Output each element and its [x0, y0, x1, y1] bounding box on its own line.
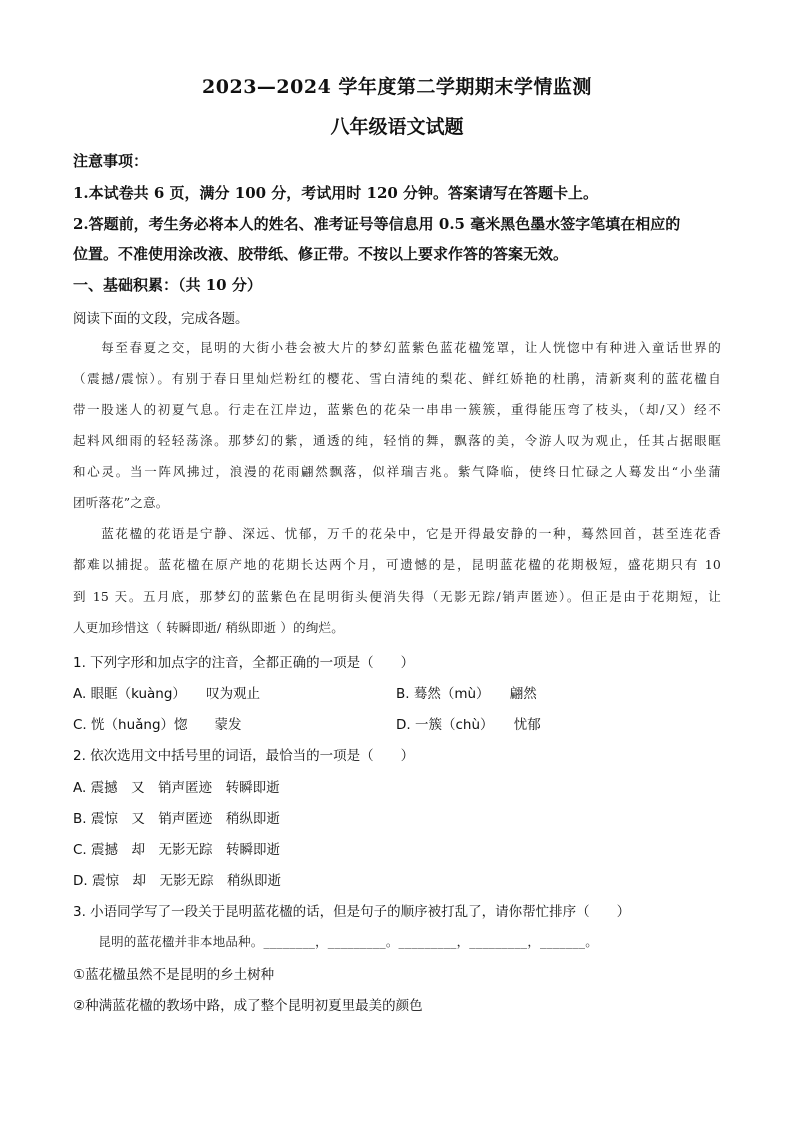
section-intro: 阅读下面的文段，完成各题。: [73, 311, 249, 327]
question-1-stem: 1. 下列字形和加点字的注音，全都正确的一项是（ ）: [73, 655, 415, 671]
exam-title: 2023—2024 学年度第二学期期末学情监测: [202, 76, 592, 98]
passage-line: 带一股迷人的初夏气息。行走在江岸边，蓝紫色的花朵一串串一簇簇，重得能压弯了枝头，（却/又）经不: [73, 402, 721, 417]
question-2-option-a: A. 震撼 又 销声匿迹 转瞬即逝: [73, 780, 280, 796]
question-3-stem: 3. 小语同学写了一段关于昆明蓝花楹的话，但是句子的顺序被打乱了，请你帮忙排序（ ）: [73, 904, 631, 920]
question-1-option-c: C. 恍（huǎng）惚 蒙发: [73, 717, 242, 733]
section-heading: 一、基础积累：（共 10 分）: [73, 276, 262, 294]
passage-line: 人更加珍惜这（ 转瞬即逝/ 稍纵即逝 ）的绚烂。: [73, 620, 344, 635]
notice-item-2-line-2: 位置。不准使用涂改液、胶带纸、修正带。不按以上要求作答的答案无效。: [73, 245, 569, 263]
passage-line: 每至春夏之交，昆明的大街小巷会被大片的梦幻蓝紫色蓝花楹笼罩，让人恍惚中有种进入童话世界的: [73, 340, 721, 355]
question-1-option-a: A. 眼眶（kuàng） 叹为观止: [73, 686, 261, 702]
notice-item-1: 1.本试卷共 6 页，满分 100 分，考试用时 120 分钟。答案请写在答题卡上。: [73, 184, 599, 202]
exam-subtitle: 八年级语文试题: [330, 116, 464, 138]
passage-line: 和心灵。当一阵风拂过，浪漫的花雨翩然飘落，似祥瑞吉兆。紫气降临，使终日忙碌之人蓦发出“小坐蒲: [73, 464, 721, 479]
passage-line: 团听落花”之意。: [73, 495, 169, 510]
passage-line: 蓝花楹的花语是宁静、深远、忧郁，万千的花朵中，它是开得最安静的一种，蓦然回首，甚至连花香: [73, 526, 721, 541]
question-2-stem: 2. 依次选用文中括号里的词语，最恰当的一项是（ ）: [73, 748, 415, 764]
question-2-option-b: B. 震惊 又 销声匿迹 稍纵即逝: [73, 811, 280, 827]
question-1-option-b: B. 蓦然（mù） 翩然: [396, 686, 537, 702]
question-1-option-d: D. 一簇（chù） 忧郁: [396, 717, 541, 733]
question-3-sentence-2: ②种满蓝花楹的教场中路，成了整个昆明初夏里最美的颜色: [73, 998, 423, 1014]
question-3-prompt: 昆明的蓝花楹并非本地品种。________，_________。_________，_________，_______。: [73, 934, 598, 949]
notice-heading: 注意事项：: [73, 152, 149, 170]
question-3-sentence-1: ①蓝花楹虽然不是昆明的乡土树种: [73, 967, 275, 983]
notice-item-2-line-1: 2.答题前，考生务必将本人的姓名、准考证号等信息用 0.5 毫米黑色墨水签字笔填在相应的: [73, 215, 681, 233]
question-2-option-c: C. 震撼 却 无影无踪 转瞬即逝: [73, 842, 281, 858]
passage-line: （震撼/震惊）。有别于春日里灿烂粉红的樱花、雪白清纯的梨花、鲜红娇艳的杜鹃，清新爽利的蓝花楹自: [73, 371, 721, 386]
passage-line: 都难以捕捉。蓝花楹在原产地的花期长达两个月，可遗憾的是，昆明蓝花楹的花期极短，盛花期只有 10: [73, 557, 721, 572]
passage-line: 起料风细雨的轻轻荡涤。那梦幻的紫，通透的纯，轻悄的舞，飘落的美，令游人叹为观止，任其占据眼眶: [73, 433, 721, 448]
question-2-option-d: D. 震惊 却 无影无踪 稍纵即逝: [73, 873, 281, 889]
passage-line: 到 15 天。五月底，那梦幻的蓝紫色在昆明街头便消失得（无影无踪/销声匿迹）。但正是由于花期短，让: [73, 589, 721, 604]
